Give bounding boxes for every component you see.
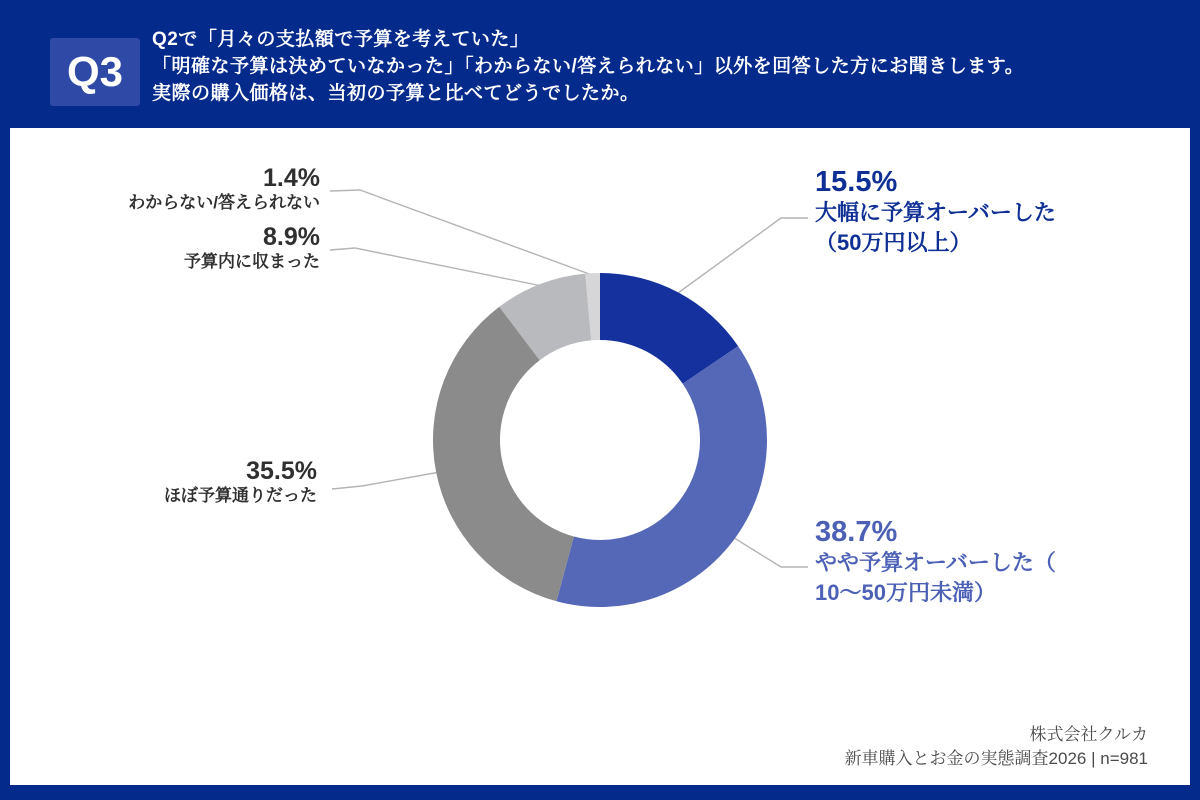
callout-over-10-label-2: 10〜50万円未満） xyxy=(815,580,996,605)
callout-over-10-percent: 38.7% xyxy=(815,516,898,548)
callout-unknown-label: わからない/答えられない xyxy=(128,193,320,212)
question-line-2: 「明確な予算は決めていなかった」「わからない/答えられない」以外を回答した方にお聞きします。 xyxy=(152,56,1025,77)
question-line-1: Q2で「月々の支払額で予算を考えていた」 xyxy=(152,29,530,50)
callout-under-budget-label: 予算内に収まった xyxy=(184,252,320,271)
callout-over-50-percent: 15.5% xyxy=(815,166,898,198)
callout-on-budget-label: ほぼ予算通りだった xyxy=(164,486,317,505)
callout-over-50 xyxy=(815,166,1056,258)
company-name: 株式会社クルカ xyxy=(1029,725,1148,744)
source-credit xyxy=(845,723,1148,771)
question-text xyxy=(152,26,1024,107)
callout-unknown-percent: 1.4% xyxy=(263,164,320,192)
question-line-3: 実際の購入価格は、当初の予算と比べてどうでしたか。 xyxy=(152,83,640,104)
callout-over-50-label-2: （50万円以上） xyxy=(815,230,972,255)
callout-over-50-label: 大幅に予算オーバーした xyxy=(815,200,1056,225)
survey-caption: 新車購入とお金の実態調査2026 | n=981 xyxy=(844,749,1148,768)
question-number-badge: Q3 xyxy=(50,38,140,106)
callout-under-budget-percent: 8.9% xyxy=(263,223,320,251)
callout-unknown xyxy=(128,165,320,214)
callout-on-budget xyxy=(164,458,317,507)
callout-on-budget-percent: 35.5% xyxy=(246,457,317,485)
callout-over-10-label: やや予算オーバーした（ xyxy=(815,550,1056,575)
callout-over-10 xyxy=(815,516,1056,608)
callout-under-budget xyxy=(184,224,320,273)
